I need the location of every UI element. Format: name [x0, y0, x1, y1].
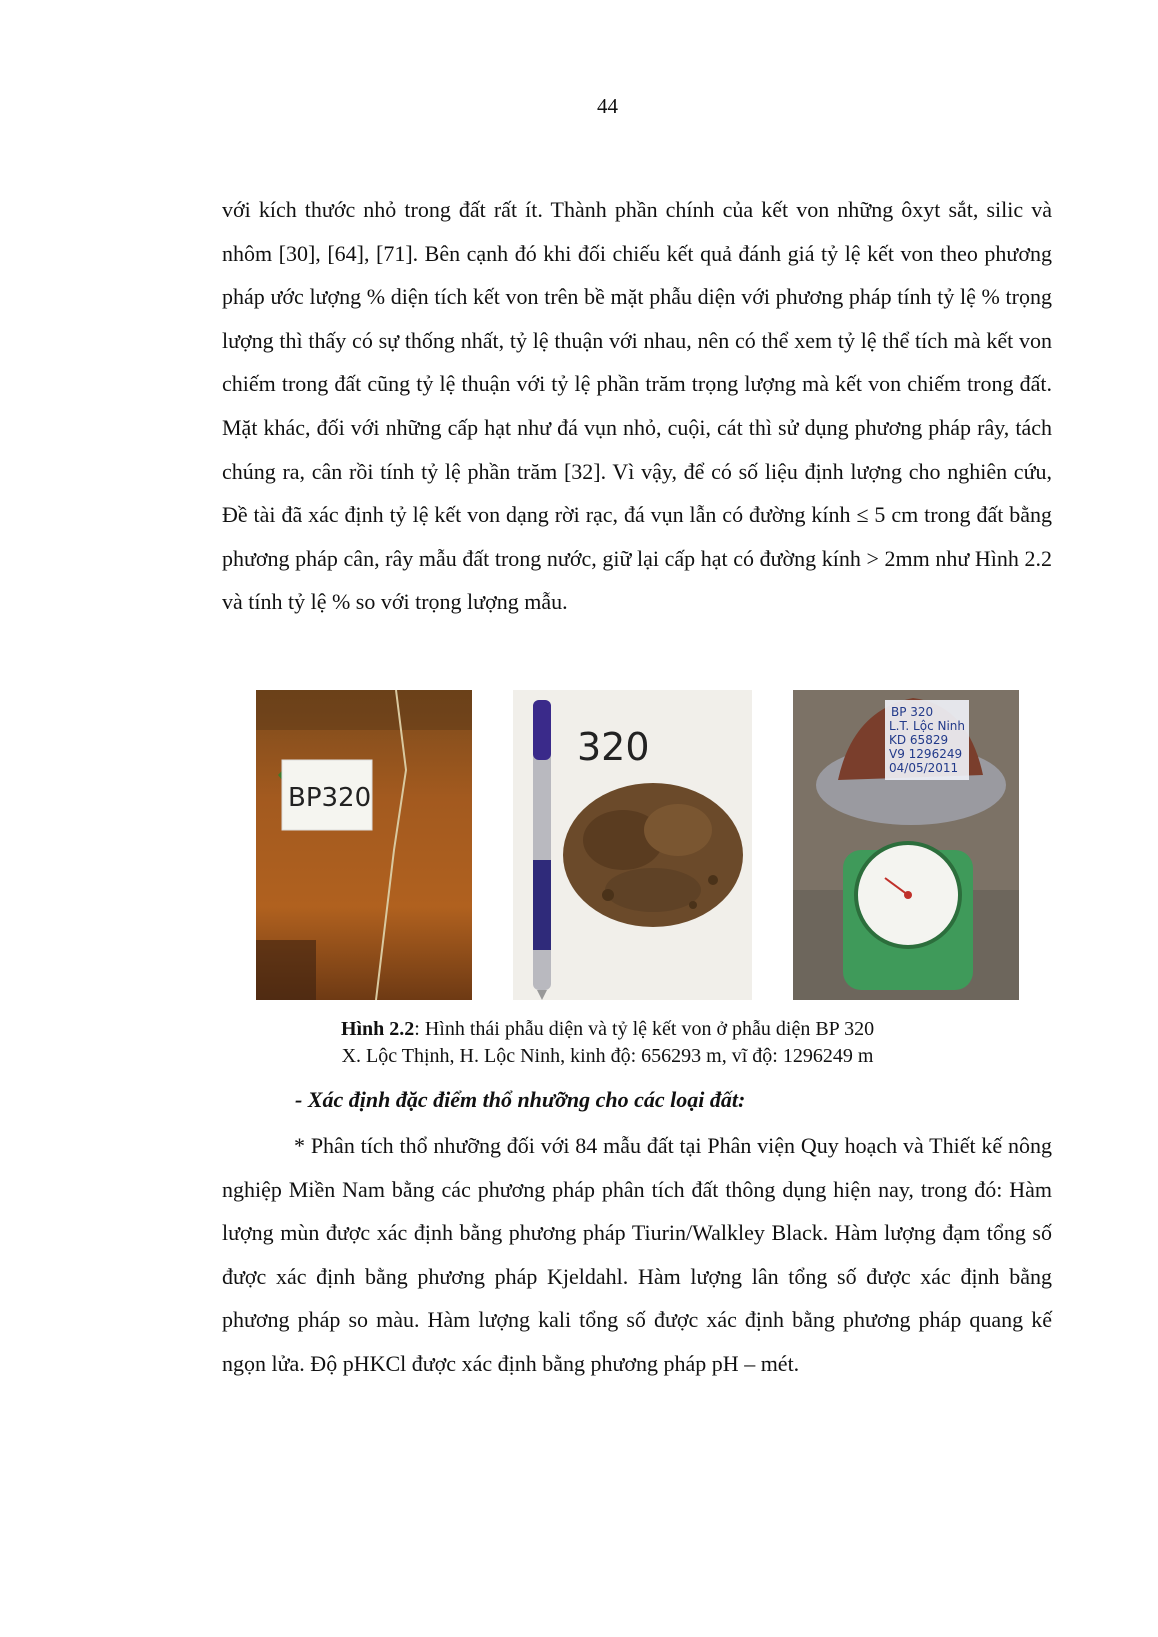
- page-number: 44: [597, 94, 618, 118]
- weighing-scale-photo: [793, 690, 1019, 1000]
- photo1-label: BP320: [288, 783, 372, 813]
- soil-profile-photo: [256, 690, 472, 1000]
- caption-line-1: : Hình thái phẫu diện và tỷ lệ kết von ở phẫu diện BP 320: [414, 1018, 875, 1040]
- photo3-tag-line-5: 04/05/2011: [889, 761, 959, 775]
- photo2-label: 320: [577, 725, 650, 769]
- caption-label: Hình 2.2: [340, 1018, 415, 1040]
- concretion-sample-photo: [513, 690, 752, 1000]
- photo3-tag-line-2: L.T. Lộc Ninh: [889, 719, 965, 733]
- photo3-tag-line-3: KD 65829: [889, 733, 949, 747]
- body-paragraph-2: [222, 1124, 1052, 1386]
- section-heading: - Xác định đặc điểm thổ nhưỡng cho các loại đất:: [295, 1087, 746, 1112]
- body-paragraph-1: với kích thước nhỏ trong đất rất ít. Thành phần chính của kết von những ôxyt sắt, silic và nhôm [30], [64], [71]. Bên cạnh đó khi đối chiếu kết quả đánh giá tỷ lệ kết von theo phương pháp ước lượng % diện tích kết von trên bề mặt phẫu diện với phương pháp tính tỷ lệ % trọng lượng thì thấy có sự thống nhất, tỷ lệ thuận với nhau, nên có thể xem tỷ lệ thể tích mà kết von chiếm trong đất cũng tỷ lệ thuận với tỷ lệ phần trăm trọng lượng mà kết von chiếm trong đất. Mặt khác, đối với những cấp hạt như đá vụn nhỏ, cuội, cát thì sử dụng phương pháp rây, tách chúng ra, cân rồi tính tỷ lệ phần trăm [32]. Vì vậy, để có số liệu định lượng cho nghiên cứu, Đề tài đã xác định tỷ lệ kết von dạng rời rạc, đá vụn lẫn có đường kính ≤ 5 cm trong đất bằng phương pháp cân, rây mẫu đất trong nước, giữ lại cấp hạt có đường kính > 2mm như Hình 2.2 và tính tỷ lệ % so với trọng lượng mẫu.: [222, 197, 1052, 615]
- caption-line-2: X. Lộc Thịnh, H. Lộc Ninh, kinh độ: 656293 m, vĩ độ: 1296249 m: [341, 1045, 874, 1067]
- photo3-tag-line-1: BP 320: [891, 705, 934, 719]
- photo3-tag-line-4: V9 1296249: [889, 747, 963, 761]
- figure-caption: [0, 1016, 1158, 1070]
- body-paragraph-2-text: * Phân tích thổ nhưỡng đối với 84 mẫu đất tại Phân viện Quy hoạch và Thiết kế nông nghiệp Miền Nam bằng các phương pháp phân tích đất thông dụng hiện nay, trong đó: Hàm lượng mùn được xác định bằng phương pháp Tiurin/Walkley Black. Hàm lượng đạm tổng số được xác định bằng phương pháp Kjeldahl. Hàm lượng lân tổng số được xác định bằng phương pháp so màu. Hàm lượng kali tổng số được xác định bằng phương pháp quang kế ngọn lửa. Độ pHKCl được xác định bằng phương pháp pH – mét.: [222, 1133, 1052, 1376]
- figure-2-2: [0, 690, 1158, 1010]
